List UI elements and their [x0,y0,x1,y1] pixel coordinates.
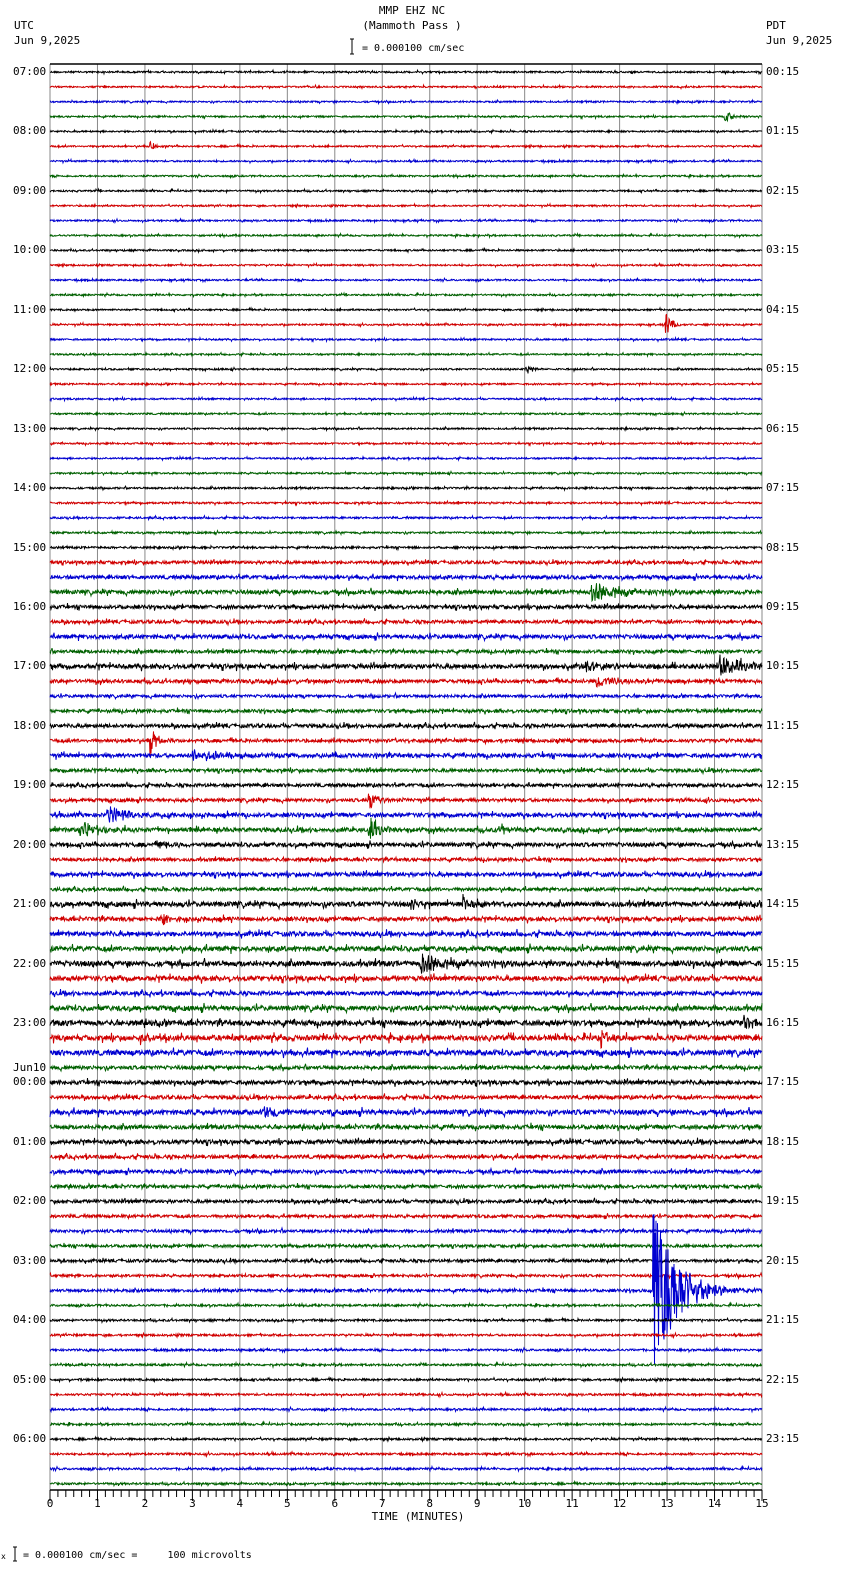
trace-91 [50,1422,762,1426]
trace-95 [50,1482,762,1486]
utc-hour-label: 15:00 [13,540,47,554]
utc-hour-label: 02:00 [13,1194,47,1208]
trace-37 [50,618,762,625]
utc-hour-label: 19:00 [13,778,47,792]
utc-hour-label: 13:00 [13,421,47,435]
x-tick-label: 13 [660,1497,674,1510]
trace-62 [50,989,762,998]
pdt-hour-label: 17:15 [766,1075,800,1089]
trace-21 [50,382,762,386]
trace-59 [50,944,762,954]
trace-7 [50,174,762,177]
pdt-hour-label: 18:15 [766,1134,800,1148]
trace-25 [50,442,762,446]
x-tick-label: 6 [331,1497,339,1510]
trace-34 [50,573,762,581]
utc-hour-label: 08:00 [13,124,47,138]
pdt-hour-label: 11:15 [766,718,800,732]
trace-51 [50,818,762,839]
trace-10 [50,219,762,223]
x-tick-label: 1 [94,1497,101,1510]
date-change-label: Jun10 [13,1061,47,1075]
trace-94 [50,1467,762,1471]
utc-hour-label: 01:00 [13,1134,47,1148]
trace-19 [50,353,762,356]
trace-72 [50,1138,762,1147]
utc-hour-label: 14:00 [13,481,47,495]
trace-55 [50,886,762,893]
x-tick-label: 2 [141,1497,149,1510]
trace-89 [50,1392,762,1396]
trace-64 [50,1015,762,1029]
trace-50 [50,806,762,822]
trace-0 [50,70,762,73]
utc-hour-label: 17:00 [13,659,47,673]
trace-4 [50,130,762,134]
utc-hour-label: 07:00 [13,65,47,78]
trace-31 [50,531,762,535]
trace-63 [50,1003,762,1013]
x-tick-label: 7 [378,1497,386,1510]
x-tick-label: 0 [46,1497,54,1510]
pdt-hour-label: 07:15 [766,481,800,495]
trace-36 [50,603,762,611]
pdt-hour-label: 22:15 [766,1372,800,1386]
trace-8 [50,189,762,192]
trace-39 [50,648,762,655]
trace-92 [50,1437,762,1441]
pdt-hour-label: 01:15 [766,124,800,138]
trace-3 [50,113,762,121]
pdt-hour-label: 21:15 [766,1313,800,1327]
x-tick-label: 10 [518,1497,532,1510]
pdt-hour-label: 10:15 [766,659,800,673]
left-timezone: UTC [14,19,34,32]
footer-scale-note: = 0.000100 cm/sec = 100 microvolts [23,1550,252,1561]
trace-43 [50,708,762,715]
trace-1 [50,85,762,88]
trace-14 [50,278,762,282]
utc-hour-label: 21:00 [13,897,47,911]
trace-46 [50,749,762,761]
trace-74 [50,1168,762,1176]
pdt-hour-label: 14:15 [766,897,800,911]
trace-17 [50,314,762,333]
utc-hour-label: 03:00 [13,1253,47,1267]
trace-26 [50,457,762,461]
utc-hour-label: 09:00 [13,183,47,197]
trace-12 [50,249,762,253]
utc-hour-label: 06:00 [13,1432,47,1446]
pdt-hour-label: 09:15 [766,599,800,613]
trace-45 [50,731,762,756]
trace-33 [50,559,762,566]
pdt-hour-label: 02:15 [766,183,800,197]
trace-30 [50,516,762,520]
x-tick-label: 5 [284,1497,291,1510]
trace-67 [50,1064,762,1072]
trace-49 [50,794,762,809]
trace-18 [50,338,762,341]
trace-29 [50,501,762,505]
x-tick-label: 4 [236,1497,244,1510]
trace-16 [50,308,762,311]
trace-52 [50,840,762,849]
utc-hour-label: 11:00 [13,302,47,316]
x-tick-label: 3 [189,1497,196,1510]
trace-53 [50,856,762,863]
trace-15 [50,293,762,297]
utc-hour-label: 18:00 [13,718,47,732]
right-date: Jun 9,2025 [766,34,833,47]
pdt-hour-label: 06:15 [766,421,800,435]
trace-85 [50,1333,762,1337]
pdt-hour-label: 03:15 [766,243,800,257]
pdt-hour-label: 16:15 [766,1016,800,1030]
trace-93 [50,1452,762,1456]
x-tick-label: 14 [707,1497,722,1510]
trace-86 [50,1348,762,1352]
utc-hour-label: 04:00 [13,1313,47,1327]
utc-hour-label: 10:00 [13,243,47,257]
utc-hour-label: 22:00 [13,956,47,970]
trace-88 [50,1378,762,1382]
pdt-hour-label: 15:15 [766,956,800,970]
trace-61 [50,973,762,983]
pdt-hour-label: 00:15 [766,65,800,78]
trace-20 [50,367,762,373]
footer-mark: x [1,1552,6,1561]
trace-22 [50,397,762,400]
pdt-hour-label: 13:15 [766,837,800,851]
trace-48 [50,782,762,789]
trace-60 [50,954,762,974]
trace-32 [50,545,762,549]
x-tick-label: 9 [473,1497,481,1510]
x-axis-label: TIME (MINUTES) [371,1510,465,1523]
trace-2 [50,100,762,103]
trace-90 [50,1407,762,1411]
pdt-hour-label: 20:15 [766,1253,800,1267]
x-tick-label: 8 [426,1497,434,1510]
pdt-hour-label: 04:15 [766,302,800,316]
trace-65 [50,1030,762,1048]
trace-11 [50,234,762,238]
utc-hour-label: 23:00 [13,1016,47,1030]
trace-54 [50,870,762,879]
left-date: Jun 9,2025 [14,34,81,47]
station-title: MMP EHZ NC [378,4,446,17]
trace-87 [50,1363,762,1367]
x-tick-label: 15 [755,1497,769,1510]
trace-76 [50,1198,762,1205]
trace-28 [50,486,762,490]
trace-13 [50,263,762,267]
trace-42 [50,693,762,699]
trace-24 [50,427,762,430]
trace-5 [50,142,762,149]
trace-77 [50,1213,762,1219]
scale-label: = 0.000100 cm/sec [362,43,465,54]
pdt-hour-label: 23:15 [766,1432,800,1446]
utc-hour-label: 12:00 [13,362,47,376]
x-tick-label: 12 [612,1497,627,1510]
utc-hour-label: 20:00 [13,837,47,851]
trace-38 [50,632,762,641]
trace-6 [50,160,762,163]
utc-hour-label: 00:00 [13,1075,47,1089]
trace-57 [50,914,762,925]
trace-9 [50,204,762,208]
trace-41 [50,677,762,687]
trace-70 [50,1106,762,1117]
pdt-hour-label: 05:15 [766,362,800,376]
trace-66 [50,1047,762,1058]
trace-71 [50,1123,762,1132]
trace-68 [50,1078,762,1087]
trace-69 [50,1093,762,1101]
trace-44 [50,722,762,730]
pdt-hour-label: 08:15 [766,540,800,554]
x-tick-label: 11 [565,1497,579,1510]
pdt-hour-label: 12:15 [766,778,800,792]
trace-47 [50,767,762,774]
utc-hour-label: 16:00 [13,599,47,613]
trace-35 [50,583,762,601]
trace-82 [50,1214,762,1364]
trace-40 [50,655,762,676]
trace-56 [50,894,762,910]
trace-73 [50,1153,762,1161]
station-location: (Mammoth Pass ) [362,19,462,32]
trace-58 [50,929,762,939]
trace-75 [50,1183,762,1190]
trace-23 [50,412,762,415]
trace-27 [50,472,762,475]
utc-hour-label: 05:00 [13,1372,47,1386]
trace-84 [50,1318,762,1322]
right-timezone: PDT [766,19,786,32]
pdt-hour-label: 19:15 [766,1194,800,1208]
